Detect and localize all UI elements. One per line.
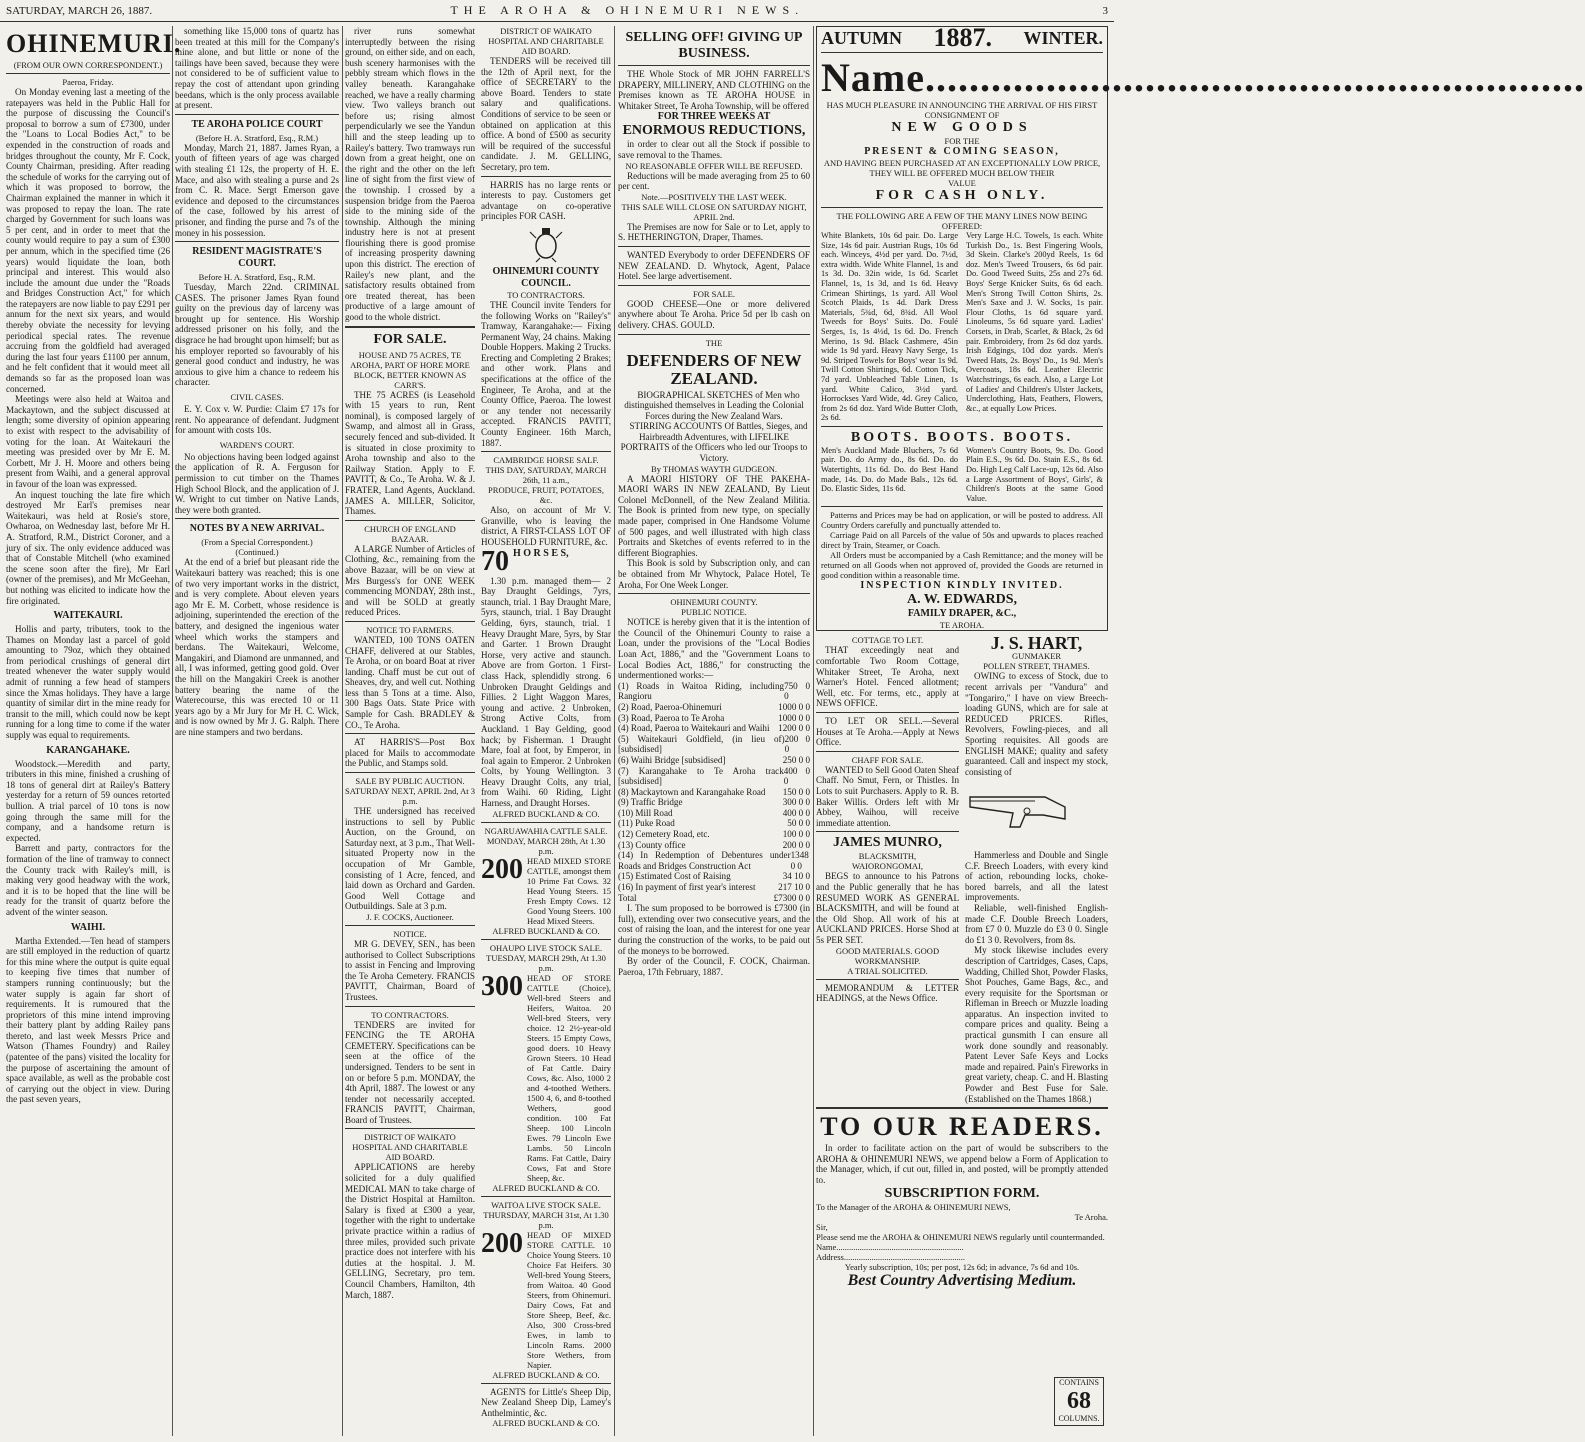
column-rule: [172, 26, 173, 1436]
divider: [816, 751, 959, 752]
loan-work-row: [618, 734, 810, 755]
article-paragraph: E. Y. Cox v. W. Purdie: Claim £7 17s for rent. No appearance of defendant. Judgment for amount with costs 10s.: [175, 404, 339, 436]
ad-author: By THOMAS WAYTH GUDGEON.: [651, 463, 777, 474]
subscription-form-heading: SUBSCRIPTION FORM.: [884, 1185, 1040, 1201]
price-list-left: White Blankets, 10s 6d pair. Do. Large Size, 14s 6d pair. Austrian Rugs, 10s 6d each. Winceys, 4½d per yard. Do. 7½d, extra width. Wide White Flannel, 1s and 1s 3d. Do. 32in wide, 1s 6d. Scarlet Flannel, 1s, 1s 3d, and 1s 6d. Heavy Crimean Shirtings, 1s yard. All Wool Scotch Plaids, 1s 4d. Dark Dress Materials, 5¾d, 6d, 8¾d. All Wool Tweeds for Boys' Suits. Do. Foulé Serges, 1s, 1s 4½d, 1s 6d. Do. French Merino, 1s 9d. Black Cashmere, 45in wide 1s 9d yard. Heavy Navy Serge, 1s 9d. Striped Towels for Boys' wear 1s 9d. Twill Cotton Shirtings, 6d. Cotton Tick, 7d yard. Unbleached Table Linen, 1s yard. White Calico, 3½d yard. Horrockses Yard Wide, 4d. Grey Calico, from 2s 6d doz. Yard Wide Butter Cloth, 2s 6d.: [821, 231, 958, 423]
divider: [345, 1006, 475, 1007]
loan-work-amount: 750 0 0: [784, 680, 810, 702]
ad-body: in order to clear out all the Stock if possible to save removal to the Thames.: [618, 139, 810, 160]
article-paragraph: Woodstock.—Meredith and party, tributers in this mine, finished a crushing of 18 tons of general dirt at Railey's Battery yesterday for a return of 59 ounces retorted bullion. A trial parcel of 10 tons is now going through the same mill for the company, and a handsome return is expected.: [6, 758, 170, 843]
masthead-page-number: 3: [1102, 4, 1108, 17]
lot-title: HEAD MIXED STORE CATTLE, amongst them 10 Prime Fat Cows. 32 Head Young Steers. 15 Fresh Empty Cows. 12 Good Young Steers. 100 Head Mixed Steers.: [527, 855, 611, 926]
ad-subheading-reductions: ENORMOUS REDUCTIONS,: [622, 123, 806, 139]
ad-heading-ngaruawahia: NGARUAWAHIA CATTLE SALE.: [484, 825, 608, 836]
divider: [816, 712, 959, 713]
season-winter: WINTER.: [1023, 28, 1103, 48]
subcolumn-left: [345, 26, 475, 1436]
ad-heading-county-council: OHINEMURI COUNTY COUNCIL.: [492, 265, 600, 289]
edwards-family-draper: FAMILY DRAPER, &C.,: [907, 608, 1017, 620]
court-bench: (Before H. A. Stratford, Esq., R.M.): [195, 132, 319, 143]
ad-subheading: GOOD MATERIALS. GOOD WORKMANSHIP.: [835, 945, 940, 966]
ad-heading-hospital-board: DISTRICT OF WAIKATO HOSPITAL AND CHARITABLE AID BOARD.: [488, 26, 604, 56]
divider: [345, 621, 475, 622]
divider: [816, 979, 959, 980]
ad-body: Also, on account of Mr V. Granville, who is leaving the district, A FIRST-CLASS LOT OF HOUSEHOLD FURNITURE, &c.: [481, 505, 611, 547]
divider: [175, 518, 339, 519]
loan-work-row: [618, 702, 810, 713]
edwards-bought: AND HAVING BEEN PURCHASED AT AN EXCEPTIONALLY LOW PRICE, THEY WILL BE OFFERED MUCH BELOW THEIR: [823, 158, 1101, 178]
ad-body: WANTED, 100 TONS OATEN CHAFF, delivered at our Stables, Te Aroha, or on board Boat at river landing. Chaff must be cut out of Sheaves, dry, and well cut. Nothing less than 5 Tons at a time. Also, 300 Bags Oats. State Price with Sample for Cash. BRADLEY & CO., Te Aroha.: [345, 634, 475, 730]
loan-work-row: [618, 829, 810, 840]
to-our-readers-heading: TO OUR READERS.: [820, 1112, 1104, 1142]
correspondent-note: (From a Special Correspondent.): [201, 537, 313, 548]
boots-list-left: Men's Auckland Made Bluchers, 7s 6d pair. Do. do Army do., 8s 6d. Do. do Watertights, 11s 6d. Do. do Best Hand made, 14s. Do. do Made Bals., 12s 6d. Do. Elastic Sides, 11s 6d.: [821, 445, 958, 494]
ad-heading-munro: JAMES MUNRO,: [833, 835, 942, 851]
ad-heading-ohinemuri-county: OHINEMURI COUNTY.: [670, 597, 758, 608]
ad-body: NOTICE is hereby given that it is the intention of the Council of the Ohinemuri County to raise a Loan, under the provisions of the "Local Bodies Loan Act, 1886," and the "Government Loans to Local Bodies Act, 1886," for constructing the undermentioned works:—: [618, 617, 810, 681]
masthead-paper-title: THE AROHA & OHINEMURI NEWS.: [450, 3, 805, 17]
section-heading-police-court: TE AROHA POLICE COURT: [191, 118, 323, 130]
ad-body: TENDERS will be received till the 12th of April next, for the office of SECRETARY to the above Board. Tenders to state salary and qualifications. Conditions of service to be seen or obtained on application at this office. A bond of £500 as security will be required of the successful candidate. J. M. GELLING, Secretary, pro tem.: [481, 56, 611, 172]
loan-work-description: (13) County office: [618, 839, 686, 850]
divider: [821, 426, 1103, 427]
edwards-terms: Carriage Paid on all Parcels of the value of 50s and upwards to places reached direct by Train, Steamer, or Coach.: [821, 530, 1103, 551]
small-ads-left: [816, 635, 959, 1104]
ad-body: WANTED to Sell Good Oaten Sheaf Chaff. No Smut, Fern, or Thistles. In Lots to suit Purchasers. Apply to R. B. Baker Willis. Orders left with Mr Abbey, Waihou, will receive immediate attention.: [816, 764, 959, 828]
article-paragraph: Monday, March 21, 1887. James Ryan, a youth of fifteen years of age was charged with stealing £1 12s, the property of H. E. Mace, and also with stealing a purse and 2s from C. R. Mace. Sergt Emerson gave evidence and deposed to the circumstances of the case, followed by his arrest of prisoner, and finding the purse and 7s of the money in his possession.: [175, 142, 339, 238]
contains-number: 68: [1067, 1388, 1091, 1415]
edwards-value: VALUE: [948, 178, 976, 188]
lot-title: HEAD OF MIXED STORE CATTLE. 10 Choice Young Steers. 10 Choice Fat Heifers. 30 Well-bred Young Steers, from Waitoa. 40 Good Steers, from Ohinemuri. Dairy Cows, Fat and Store Sheep, Beef, &c. Also, 300 Cross-bred Ewes, in lamb to Lincoln Rams. 2000 Store Wethers, from Napier.: [527, 1229, 611, 1370]
masthead-date: SATURDAY, MARCH 26, 1887.: [6, 4, 153, 17]
loan-work-row: [618, 787, 810, 798]
ad-body: Reliable, well-finished English-made C.F. Double Breech Loaders, from £7 0 0. Muzzle do £3 0 0. Single do £1 3 0. Revolvers, from 8s.: [965, 902, 1108, 945]
subscription-rates: Yearly subscription, 10s; per post, 12s 6d; in advance, 7s 6d and 10s.: [844, 1261, 1080, 1272]
loan-work-amount: 1200 0 0: [778, 723, 810, 734]
lot-count: 200: [481, 1227, 523, 1259]
section-heading-karangahake: KARANGAHAKE.: [46, 744, 130, 756]
article-paragraph: At the end of a brief but pleasant ride the Waitekauri battery was reached; this is one of two very important works in the district, and is very complete. About eleven years ago Mr E. M. Corbett, whose residence is adjoining, superintended the erection of the battery, and designed the ingenious water wheel which works the stampers and berdans. The Waitekauri, Welcome, Mangakiri, and Diamond are unmanned, and all, I was informed, getting good gold. Over the hill on the Mangakiri Creek is another battery bearing the name of the Waterecourse, this was erected 10 or 11 years ago by a Mr Jury for Mr H. C. Wick, and is now owned by Mr J. G. Ralph. There are nine stampers and two berdans.: [175, 557, 339, 737]
price-list-right: Very Large H.C. Towels, 1s each. White Turkish Do., 1s. Best Fingering Wools, 3d Skein. Clarke's 200yd Reels, 1s 6d doz. Men's Tweed Trousers, 6s 6d pair. Do. Good Tweed Suits, 25s and 27s 6d. Boys' Serge Knicker Suits, 6s 6d each. Men's Strong Twill Cotton Shirts, 2s. Men's Saxe and J. W. Socks, 1s pair. Flour Cloths, 1s 6d square yard. Linoleums, 5s 6d square yard. Ladies' Corsets, in Drab, Scarlet, & Black, 2s 6d pair. Embroidery, from 2s 6d doz yards. Irish Edgings, 10d doz yards. Men's Tweed Hats, 2s. Boys' Do., 1s 9d. Men's Overcoats, 18s 6d. Leather Electric Watchstrings, 6s each. Also, a Large Lot of Ladies' and Children's Ulster Jackets, Underclothing, Hats, Feathers, Flowers, &c., at equally Low Prices.: [966, 231, 1103, 413]
ad-body: GOOD CHEESE—One or more delivered anywhere about Te Aroha. Price 5d per lb cash on delivery. CHAS. GOULD.: [618, 298, 810, 330]
ad-body: AGENTS for Little's Sheep Dip, New Zealand Sheep Dip, Lamey's Anthelmintic, &c.: [481, 1386, 611, 1418]
article-paragraph: An inquest touching the late fire which destroyed Mr Earl's premises near Waitekauri, was held at Rosie's store, Owharoa, on Wednesday last, before Mr H. A. Stratford, R.M., District Coroner, and a jury of six. The only evidence adduced was that of Constable Mitchell (who examined the scene soon after the fire), Mr Earl (owner of the premises), and Mr McGeehan, but nothing was elicited to indicate how the fire originated.: [6, 489, 170, 606]
ad-signature: ALFRED BUCKLAND & CO.: [492, 1418, 600, 1429]
section-heading-magistrates-court: RESIDENT MAGISTRATE'S COURT.: [192, 246, 322, 270]
season-banner: [821, 23, 1103, 52]
subscription-name-field[interactable]: Name............................................................: [816, 1241, 964, 1252]
ad-heading-ohaupo: OHAUPO LIVE STOCK SALE.: [489, 942, 603, 953]
divider: [618, 593, 810, 594]
ad-subheading: POLLEN STREET, THAMES.: [983, 661, 1090, 672]
column-edwards-advertisement: [816, 23, 1585, 1436]
ad-subheading: TUESDAY, MARCH 29th, At 1.30 p.m.: [486, 952, 606, 973]
boots-price-lists: [821, 446, 1103, 504]
season-autumn: AUTUMN: [821, 28, 902, 48]
ad-body: A MAORI HISTORY OF THE PAKEHA-MAORI WARS IN NEW ZEALAND, By Lieut Colonel McDonnell, of the New Zealand Militia. The Book is printed from new type, on specially made paper, comprised in One Handsome Volume of 500 pages, and well illustrated with high class Portraits and Sketches of events referred to in the different Biographies.: [618, 473, 810, 558]
edwards-terms: All Orders must be accompanied by a Cash Remittance; and the money will be returned on all Goods when not approved of, provided the Goods are returned in good condition within a reasonable time.: [821, 550, 1103, 581]
subscription-addressee-town: Te Aroha.: [1074, 1211, 1108, 1222]
divider: [821, 207, 1103, 208]
ad-body: HARRIS has no large rents or interests to pay. Customers get advantage on co-operative principles FOR CASH.: [481, 179, 611, 222]
loan-work-amount: 1348 0 0: [790, 850, 809, 871]
ad-body: My stock likewise includes every description of Cartridges, Cases, Caps, Wadding, Chilled Shot, Powder Flasks, Shot Pouches, Game Bags, &c., and every requisite for the Sportsman or Rifleman in Breech or Muzzle loading apparatus. An inspection invited to compare prices and quality. Being a practical gunsmith I can ensure all work done soundly and reasonably. Patent Lever Safe Keys and Locks made and repaired. Pain's Fireworks in great variety, cheap. C. and H. Blasting Powder and Best Fuse for Sale. (Established on the Thames 1868.): [965, 945, 1108, 1104]
ad-subheading: THURSDAY, MARCH 31st, At 1.30 p.m.: [483, 1209, 609, 1230]
loan-work-description: (16) In payment of first year's interest: [618, 882, 756, 893]
edwards-inspection: INSPECTION KINDLY INVITED.: [860, 580, 1064, 592]
ad-body: The Premises are now for Sale or to Let, apply to S. HETHERINGTON, Draper, Thames.: [618, 221, 810, 243]
divider: [618, 285, 810, 286]
contains-label: CONTAINS: [1059, 1377, 1099, 1387]
edwards-terms: Patterns and Prices may be had on application, or will be posted to address. All Country Orders carefully and punctually attended to.: [821, 510, 1103, 531]
loan-work-description: (6) Waihi Bridge [subsidised]: [618, 754, 726, 765]
section-heading-new-arrival: NOTES BY A NEW ARRIVAL.: [189, 523, 325, 535]
ad-heading-notice: NOTICE.: [393, 928, 427, 939]
ad-body: WANTED Everybody to order DEFENDERS OF NEW ZEALAND. D. Whytock, Agent, Palace Hotel. See large advertisement.: [618, 249, 810, 282]
loan-total-label: Total: [618, 892, 637, 903]
lot-count: 200: [481, 853, 523, 885]
court-bench: Before H. A. Stratford, Esq., R.M.: [198, 272, 316, 283]
ad-body: This Book is sold by Subscription only, and can be obtained from Mr Whytock, Palace Hotel, Te Aroha, For One Week Longer.: [618, 558, 810, 590]
divider: [345, 772, 475, 773]
ad-subheading: TO CONTRACTORS.: [507, 289, 585, 300]
ad-body: MR G. DEVEY, SEN., has been authorised to Collect Subscriptions to assist in Fencing and Improving the Te Aroha Cemetery. FRANCIS PAVITT, Chairman, Board of Trustees.: [345, 938, 475, 1002]
loan-work-description: (2) Road, Paeroa-Ohinemuri: [618, 701, 722, 712]
ad-subheading: HOUSE AND 75 ACRES, TE AROHA, PART OF HORE MORE BLOCK, BETTER KNOWN AS CARR'S.: [350, 349, 470, 390]
shotgun-icon: [965, 777, 1075, 847]
edwards-intro: HAS MUCH PLEASURE IN ANNOUNCING THE ARRIVAL OF HIS FIRST: [826, 100, 1098, 110]
ad-body: TENDERS are invited for FENCING the TE AROHA CEMETERY. Specifications can be seen at the office of the undersigned. Tenders to be sent in on or before 5 p.m. MONDAY, the 4th April, 1887. The lowest or any tender not necessarily accepted. FRANCIS PAVITT, Chairman, Board of Trustees.: [345, 1019, 475, 1125]
season-year: 1887.: [933, 23, 992, 52]
lot-title: HEAD OF STORE CATTLE (Choice), Well-bred Steers and Heifers, Waitoa. 20 Well-bred Steers, very choice. 12 2½-year-old Steers. 15 Empty Cows, good doers. 10 Heavy Grown Steers. 10 Head of Fat Cattle. Dairy Cows, &c. Also, 1000 2 and 4-toothed Wethers. 1500 4, 6, and 8-toothed Wethers, good condition. 100 Fat Sheep. 100 Lincoln Ewes. 79 Lincoln Ewe Lambs. 50 Lincoln Rams. Fat Cattle, Dairy Cows, Fat and Store Sheep, &c.: [527, 972, 611, 1183]
edwards-signature: A. W. EDWARDS,: [906, 592, 1018, 608]
cattle-lot: [481, 1227, 611, 1370]
ad-body: THE Whole Stock of MR JOHN FARRELL'S DRAPERY, MILLINERY, AND CLOTHING on the Premises known as TE AROHA HOUSE in Whitaker Street, Te Aroha Township, will be offered: [618, 69, 810, 111]
subcolumn-right: [481, 26, 611, 1436]
ad-body: THE 75 ACRES (is Leasehold with 15 years to run, Rent nominal), is composed largely of Swamp, and almost all in Grass, securely fenced and sub-divided. It is situated in close proximity to Aroha township and also to the Railway Station. Apply to F. PAVITT, & Co., Te Aroha. W. & J. FRATER, Land Agents, Auckland. JAMES A. MILLER, Solicitor, Thames.: [345, 389, 475, 517]
loan-work-description: (5) Waitekauri Goldfield, (in lieu of) [subsidised]: [618, 733, 785, 755]
article-paragraph: Meetings were also held at Waitoa and Mackaytown, and the subject discussed at length; some diversity of opinion appearing to exist with respect to the advisability of voting for the loan. At Waitekauri the meeting was presided over by Mr E. M. Corbett, Mr J. H. Moore and others being present from Waihi, and a general approval in favour of the loan was expressed.: [6, 394, 170, 489]
ad-heading-contractors: TO CONTRACTORS.: [371, 1009, 449, 1020]
ad-heading-farmers: NOTICE TO FARMERS.: [366, 624, 454, 635]
contains-columns-box: [1054, 1377, 1104, 1426]
column-rule: [342, 26, 343, 1436]
loan-work-row: [618, 755, 810, 766]
edwards-forthe: FOR THE: [944, 136, 980, 146]
divider: [481, 451, 611, 452]
continued-note: (Continued.): [235, 547, 279, 558]
loan-work-description: (4) Road, Paeroa to Waitekauri and Waihi: [618, 723, 770, 734]
loan-work-amount: 150 0 0: [782, 786, 810, 797]
divider: [618, 246, 810, 247]
loan-work-description: (12) Cemetery Road, etc.: [618, 829, 710, 840]
ad-heading-bazaar: CHURCH OF ENGLAND BAZAAR.: [364, 523, 456, 544]
loan-work-row: [618, 818, 810, 829]
ad-body: BEGS to announce to his Patrons and the Public generally that he has RESUMED WORK AS GENERAL BLACKSMITH, and will be found at the Old Shop. All work of his at AUCKLAND PRICES. Horse Shod at 5s PER SET.: [816, 871, 959, 945]
article-byline: (FROM OUR OWN CORRESPONDENT.): [13, 60, 163, 70]
article-paragraph: On Monday evening last a meeting of the ratepayers was held in the Public Hall for the purpose of discussing the Council's proposal to borrow a sum of £7300, under the "Loans to Local Bodies Act," to be expended in the construction of roads and bridges throughout the county, Mr F. Cock, County Chairman, presiding. After reading the schedule of works for the carrying out of which it was proposed to borrow, the Chairman explained the manner in which it was proposed to repay the loan. The rate charged by Government for such loans was 5 per cent, and in order to meet that the county would require to pay a sum of £300 per annum, which in the specified time (26 years) would liquidate the loan, both principal and interest. This would also include the amount due under the "Roads and Bridges Construction Act," for which the ratepayers are now liable to pay £291 per annum for the next six years, and would thereby obviate the necessity for levying periodical special rates. The revenue accruing from the goldfield had averaged during the last four years £1100 per annum, and he felt confident that it would meet all demands so far as the proposed loan was concerned.: [6, 87, 170, 394]
divider: [816, 1107, 1108, 1109]
ad-signature: ALFRED BUCKLAND & CO.: [492, 1182, 600, 1193]
ad-heading-selling-off: SELLING OFF! GIVING UP BUSINESS.: [625, 30, 803, 61]
best-advertising-medium: Best Country Advertising Medium.: [847, 1271, 1077, 1289]
ad-body: BIOGRAPHICAL SKETCHES of Men who distinguished themselves in Leading the Colonial Forces during the New Zealand Wars.: [624, 389, 804, 421]
ad-body: APPLICATIONS are hereby solicited for a duly qualified MEDICAL MAN to take charge of the District Hospital at Hamilton. Salary is fixed at £300 a year, together with the right to undertake private practice within a radius of three miles, provided such private practice does not interfere with his duties at the hospital. J. M. GELLING, Secretary, pro tem. Council Chambers, Hamilton, 4th March, 1887.: [345, 1162, 475, 1300]
loan-work-description: (7) Karangahake to Te Aroha track [subsidised]: [618, 765, 784, 787]
horses-lot: [481, 545, 611, 577]
small-ads-right: [965, 635, 1108, 1104]
loan-work-description: (8) Mackaytown and Karangahake Road: [618, 786, 766, 797]
ad-subheading: SATURDAY NEXT, APRIL 2nd, At 3 p.m.: [345, 786, 475, 807]
ad-subheading: GUNMAKER: [1011, 651, 1062, 662]
loan-work-amount: 50 0 0: [787, 818, 810, 829]
ad-heading-hospital-board: DISTRICT OF WAIKATO HOSPITAL AND CHARITABLE AID BOARD.: [352, 1132, 468, 1163]
article-paragraph: Tuesday, March 22nd. CRIMINAL CASES. The prisoner James Ryan found guilty on the previous day of larceny was brought up for sentence. His Worship addressed prisoner on his folly, and the disgrace he had brought upon himself; but as his employer reported so favourably of his general good conduct and industry, he was anxious to give him a chance to redeem his character.: [175, 282, 339, 388]
divider: [821, 506, 1103, 507]
ad-subheading: FOR THREE WEEKS AT: [657, 111, 771, 123]
article-dateline: Paeroa, Friday.: [62, 77, 114, 87]
divider: [345, 520, 475, 521]
loan-work-amount: 400 0 0: [782, 807, 810, 818]
edwards-present: PRESENT & COMING SEASON,: [864, 146, 1060, 157]
edwards-consign: CONSIGNMENT OF: [924, 110, 1000, 120]
loan-work-row: [618, 681, 810, 702]
loan-work-amount: 200 0 0: [784, 733, 810, 755]
ad-body: A LARGE Number of Articles of Clothing, &c., remaining from the above Bazaar, will be on view at Mrs Burgess's for ONE WEEK commencing MONDAY, 28th inst., and will be SOLD at greatly reduced Prices.: [345, 543, 475, 618]
ad-subheading: BLACKSMITH,: [858, 851, 917, 862]
subscription-salutation: Sir,: [816, 1221, 828, 1232]
article-paragraph: Hollis and party, tributers, took to the Thames on Monday last a parcel of gold amounting to 79oz, which they obtained from periodical crushings of general dirt treated whenever the water supply would admit of running a few head of stampers since the Xmas holidays. They have a large quantity of similar dirt in the mine ready for transit to the mill, which could now be kept running for a long time to come if the water supply was equal to requirements.: [6, 624, 170, 741]
loan-work-description: (9) Traffic Bridge: [618, 797, 683, 808]
loan-work-description: (10) Mill Road: [618, 807, 673, 818]
ad-heading-waitoa: WAITOA LIVE STOCK SALE.: [491, 1199, 601, 1210]
ad-body: TO LET OR SELL.—Several Houses at Te Aroha.—Apply at News Office.: [816, 716, 959, 748]
edwards-name: Name............................................................: [821, 55, 1585, 100]
loan-work-amount: 100 0 0: [782, 829, 810, 840]
article-paragraph: river runs somewhat interruptedly between the rising ground, on either side, and on each, bush scenery harmonises with the pebbly stream which flows in the valley beneath. Karangahake reached, we have a really charming view. Two valleys branch out before us; rising almost perpendicularly we see the Yandun hill and the steep leading up to Railey's battery. Two tramways run down from a great height, one on the right and the other on the left line of sight from the first view of the township. I crossed by a suspension bridge from the Paeroa side to the mining side of the township. Although the mining industry here is not at present flourishing there is good promise of increasing prosperity dawning upon this district. The erection of Railey's new plant, and the satisfactory results obtained from ore treated thereat, has been productive of a large amount of good to the whole district.: [345, 26, 475, 323]
article-paragraph: No objections having been lodged against the application of R. A. Ferguson for permission to cut timber on the Thames High School Block, and the application of J. W. Wright to cut timber on Native Lands, they were both granted.: [175, 451, 339, 515]
ad-body: 1.30 p.m. managed them— 2 Bay Draught Geldings, 7yrs, staunch, trial. 1 Bay Draught Mare, 5yrs, staunch, trial. 1 Bay Draught Gelding, 6yrs, staunch, trial. 1 Heavy Draught Mare, 5yrs, by Star and Garter. 1 Brown Draught Horse, very active and staunch. Above are from Gorton. 1 First-class Hack, splendidly strong. 6 Unbroken Draught Geldings and Fillies. 2 Light Waggon Mares, young and active. 2 Unbroken, Strong Active Colts, from Auckland. 1 Bay Gelding, good hack; by Fisherman. 1 Draught Mare, foal at foot, by Emperor, in foal again to Emperor. 2 Unbroken Colts, by Young Wellington. 3 Heavy Draught Colts, any trial, from Waihi. 60 Riding, Light Harness, and Draught Horses.: [481, 575, 611, 809]
ad-signature: ALFRED BUCKLAND & CO.: [492, 925, 600, 936]
section-heading-waitekauri: WAITEKAURI.: [53, 610, 123, 622]
loan-work-row: [618, 766, 810, 787]
boots-list-right: Women's Country Boots, 9s. Do. Good Plain E.S., 9s 6d. Do. Stain E.S., 8s 6d. Do. High Leg Calf Lace-up, 12s 6d. Also a Large Assortment of Boys', Girls', & Children's Boots at the same Good Value.: [966, 445, 1103, 503]
edwards-lines-heading: THE FOLLOWING ARE A FEW OF THE MANY LINES NOW BEING OFFERED:: [836, 211, 1088, 231]
small-ads-row: [816, 635, 1108, 1104]
ad-subheading: THIS DAY, SATURDAY, MARCH 26th, 11 a.m.,: [485, 465, 607, 486]
loan-total-row: [618, 893, 810, 904]
ad-body: THAT exceedingly neat and comfortable Two Room Cottage, Whitaker Street, Te Aroha, next Warner's Hotel. Fenced allotment; Well, etc. For terms, etc., apply at NEWS OFFICE.: [816, 645, 959, 709]
divider: [481, 1383, 611, 1384]
ad-heading-auction: SALE BY PUBLIC AUCTION.: [355, 776, 465, 787]
divider: [481, 176, 611, 177]
edwards-price-lists: [821, 231, 1103, 423]
divider: [481, 822, 611, 823]
subscription-request: Please send me the AROHA & OHINEMURI NEWS regularly until countermanded.: [816, 1231, 1105, 1242]
divider: [345, 733, 475, 734]
ad-subheading: Note.—POSITIVELY THE LAST WEEK.: [641, 191, 787, 202]
loan-work-amount: 34 10 0: [782, 871, 810, 882]
ad-body: STIRRING ACCOUNTS Of Battles, Sieges, and Hairbreadth Adventures, with LIFELIKE PORTRAITS of the Officers who led our Troops to Victory.: [620, 421, 808, 464]
ad-subheading: WAIORONGOMAI,: [851, 861, 924, 872]
article-paragraph: Barrett and party, contractors for the formation of the line of tramway to connect the County track with Railey's mill, is making very good headway with the work, and it is to be hoped that the line will be ready for the transit of quartz before the advent of the winter season.: [6, 843, 170, 917]
lot-title: H O R S E S,: [513, 547, 569, 559]
loan-work-amount: 1000 0 0: [778, 701, 810, 712]
loan-work-description: (15) Estimated Cost of Raising: [618, 871, 731, 882]
ad-heading-for-sale: FOR SALE.: [692, 288, 736, 299]
masthead: [0, 0, 1114, 22]
ad-heading-cambridge-sale: CAMBRIDGE HORSE SALF.: [493, 455, 599, 466]
loan-work-amount: 1000 0 0: [778, 712, 810, 723]
cattle-lot: [481, 853, 611, 926]
loan-work-row: [618, 850, 810, 871]
section-heading-civil-cases: CIVIL CASES.: [230, 392, 284, 403]
divider: [175, 241, 339, 242]
ad-body: Reductions will be made averaging from 25 to 60 per cent.: [618, 170, 810, 192]
loan-work-amount: 300 0 0: [782, 797, 810, 808]
ad-signature: ALFRED BUCKLAND & CO.: [492, 808, 600, 819]
ad-heading-hart: J. S. HART,: [990, 633, 1083, 654]
ad-heading-defenders: DEFENDERS OF NEW ZEALAND.: [626, 350, 802, 388]
loan-total-amount: £7300 0 0: [773, 892, 810, 903]
divider: [481, 1196, 611, 1197]
lot-count: 300: [481, 970, 523, 1002]
ad-body: I. The sum proposed to be borrowed is £7300 (in full), extending over two consecutive years, and the cost of raising the loan, and the interest for one year during the construction of the works, to be paid out of the moneys to be borrowed.: [618, 903, 810, 956]
loan-work-row: [618, 840, 810, 851]
divider: [175, 114, 339, 115]
divider: [816, 831, 959, 832]
cattle-lot: [481, 970, 611, 1183]
article-title-ohinemuri: OHINEMURI.: [6, 29, 182, 58]
ad-the: THE: [705, 337, 723, 348]
columns-label: COLUMNS.: [1058, 1414, 1100, 1424]
divider: [345, 326, 475, 328]
ad-subheading: NO REASONABLE OFFER WILL BE REFUSED.: [625, 160, 803, 171]
edwards-ad-box: [816, 23, 1585, 631]
loan-work-row: [618, 882, 810, 893]
ad-heading-for-sale: FOR SALE.: [373, 331, 447, 347]
edwards-location: TE AROHA.: [939, 620, 985, 631]
divider: [6, 73, 170, 74]
loan-work-description: (1) Roads in Waitoa Riding, including Rangioru: [618, 680, 785, 702]
column-courts-notes: [175, 26, 339, 1436]
ad-heading-public-notice: PUBLIC NOTICE.: [681, 607, 747, 618]
ad-signature: J. F. COCKS, Auctioneer.: [366, 911, 454, 922]
ad-body: THE undersigned has received instructions to sell by Public Auction, on the Ground, on Saturday next, at 3 p.m., That Well-situated Property now in the occupation of Mr Gamble, consisting of 1 Acre, fenced, and laid down as Orchard and Garden. Good Well Cottage and Outbuildings. Sale at 3 p.m.: [345, 806, 475, 912]
edwards-new-goods: NEW GOODS: [891, 120, 1033, 135]
ad-signature: ALFRED BUCKLAND & CO.: [492, 1369, 600, 1380]
loan-work-amount: 200 0 0: [782, 839, 810, 850]
ad-body: By order of the Council, F. COCK, Chairman. Paeroa, 17th February, 1887.: [618, 956, 810, 977]
article-paragraph: Martha Extended.—Ten head of stampers are still employed in the reduction of quartz for this mine where the output is quite equal to keeping five times that number of stampers running continuously; but the water supply is again far short of requirements. It is rumoured that the proprietors of this mine intend improving their battery plant by adding Railey pans thereto, and last week Messrs Price and Watson (Thames Foundry) and Railey (patentee of the pans) visited the locality for the purpose of ascertaining the amount of space available, as well as the probable cost of carrying out the object in view. During the past seven years,: [6, 935, 170, 1105]
divider: [345, 925, 475, 926]
loan-work-amount: 250 0 0: [782, 754, 810, 765]
subscription-address-field[interactable]: Address.........................................................: [816, 1251, 965, 1262]
ad-body: THE Council invite Tenders for the following Works on "Railey's" Tramway, Karangahake:— Fixing Permanent Way, 24 chains. Making Double Hoppers. Making 2 Trucks. Erecting and Completing 2 Brakes; and other work. Plans and specifications at the office of the Engineer, Te Aroha, and at the County Office, Paeroa. The lowest or any tender not necessarily accepted. FRANCIS PAVITT, County Engineer. 16th March, 1887.: [481, 299, 611, 448]
boots-heading: BOOTS. BOOTS. BOOTS.: [850, 429, 1074, 445]
loan-works-table: [618, 681, 810, 893]
loan-work-amount: 400 0 0: [783, 765, 810, 787]
section-heading-wardens-court: WARDEN'S COURT.: [219, 439, 295, 450]
column-ohinemuri-news: [6, 26, 182, 1436]
column-rule: [614, 26, 615, 1436]
ad-heading-chaff: CHAFF FOR SALE.: [851, 754, 924, 765]
readers-body: In order to facilitate action on the part of would be subscribers to the AROHA & OHINEMURI NEWS, we append below a Form of Application to the Manager, which, if cut out, filled in, and posted, will be promptly attended to.: [816, 1143, 1108, 1185]
divider: [345, 1128, 475, 1129]
divider: [481, 939, 611, 940]
ad-subheading: A TRIAL SOLICITED.: [847, 965, 928, 976]
ad-body: OWING to excess of Stock, due to recent arrivals per "Vandura" and "Tongariro," I have on view Breech-loading GUNS, which are for sale at REDUCED PRICES. Rifles, Revolvers, Fowling-pieces, and all Sporting requisites. All goods are ENGLISH MAKE; quality and safety guaranteed. Call and inspect my stock, consisting of: [965, 671, 1108, 777]
loan-work-row: [618, 713, 810, 724]
divider: [821, 52, 1103, 53]
loan-work-amount: 217 10 0: [778, 882, 810, 893]
ad-subheading: MONDAY, MARCH 28th, At 1.30 p.m.: [486, 835, 606, 856]
loan-work-row: [618, 808, 810, 819]
ad-subheading: PRODUCE, FRUIT, POTATOES, &c.: [488, 485, 604, 506]
ad-subheading: THIS SALE WILL CLOSE ON SATURDAY NIGHT, APRIL 2nd.: [621, 201, 807, 222]
coat-of-arms-icon: [526, 224, 566, 264]
section-heading-waihi: WAIHI.: [70, 921, 106, 933]
lot-count: 70: [481, 545, 509, 577]
column-advertisements-a: [345, 26, 611, 1436]
loan-work-row: [618, 871, 810, 882]
column-rule: [813, 26, 814, 1436]
loan-work-row: [618, 797, 810, 808]
loan-work-description: (3) Road, Paeroa to Te Aroha: [618, 712, 725, 723]
subscription-addressee: To the Manager of the AROHA & OHINEMURI NEWS,: [816, 1201, 1011, 1212]
loan-work-description: (14) In Redemption of Debentures under Roads and Bridges Construction Act: [618, 850, 791, 871]
ad-body: AT HARRIS'S—Post Box placed for Mails to accommodate the Public, and Stamps sold.: [345, 737, 475, 769]
divider: [618, 65, 810, 66]
loan-work-row: [618, 723, 810, 734]
loan-work-description: (11) Puke Road: [618, 818, 675, 829]
article-paragraph: something like 15,000 tons of quartz has been treated at this mill for the Company's mine alone, and but little or none of the tailings have been saved, because they were not considered to be of sufficient value to repay the cost of attendant upon grinding beedans, which is the only process available at present.: [175, 26, 339, 111]
edwards-cash-only: FOR CASH ONLY.: [875, 188, 1049, 203]
ad-heading-cottage: COTTAGE TO LET.: [851, 635, 924, 646]
ad-body: Hammerless and Double and Single C.F. Breech Loaders, with every kind of action, rebounding locks, choke-bored barrels, and all the latest improvements.: [965, 849, 1108, 903]
ad-body: MEMORANDUM & LETTER HEADINGS, at the News Office.: [816, 982, 959, 1004]
column-advertisements-b: [618, 26, 810, 1436]
divider: [618, 334, 810, 335]
